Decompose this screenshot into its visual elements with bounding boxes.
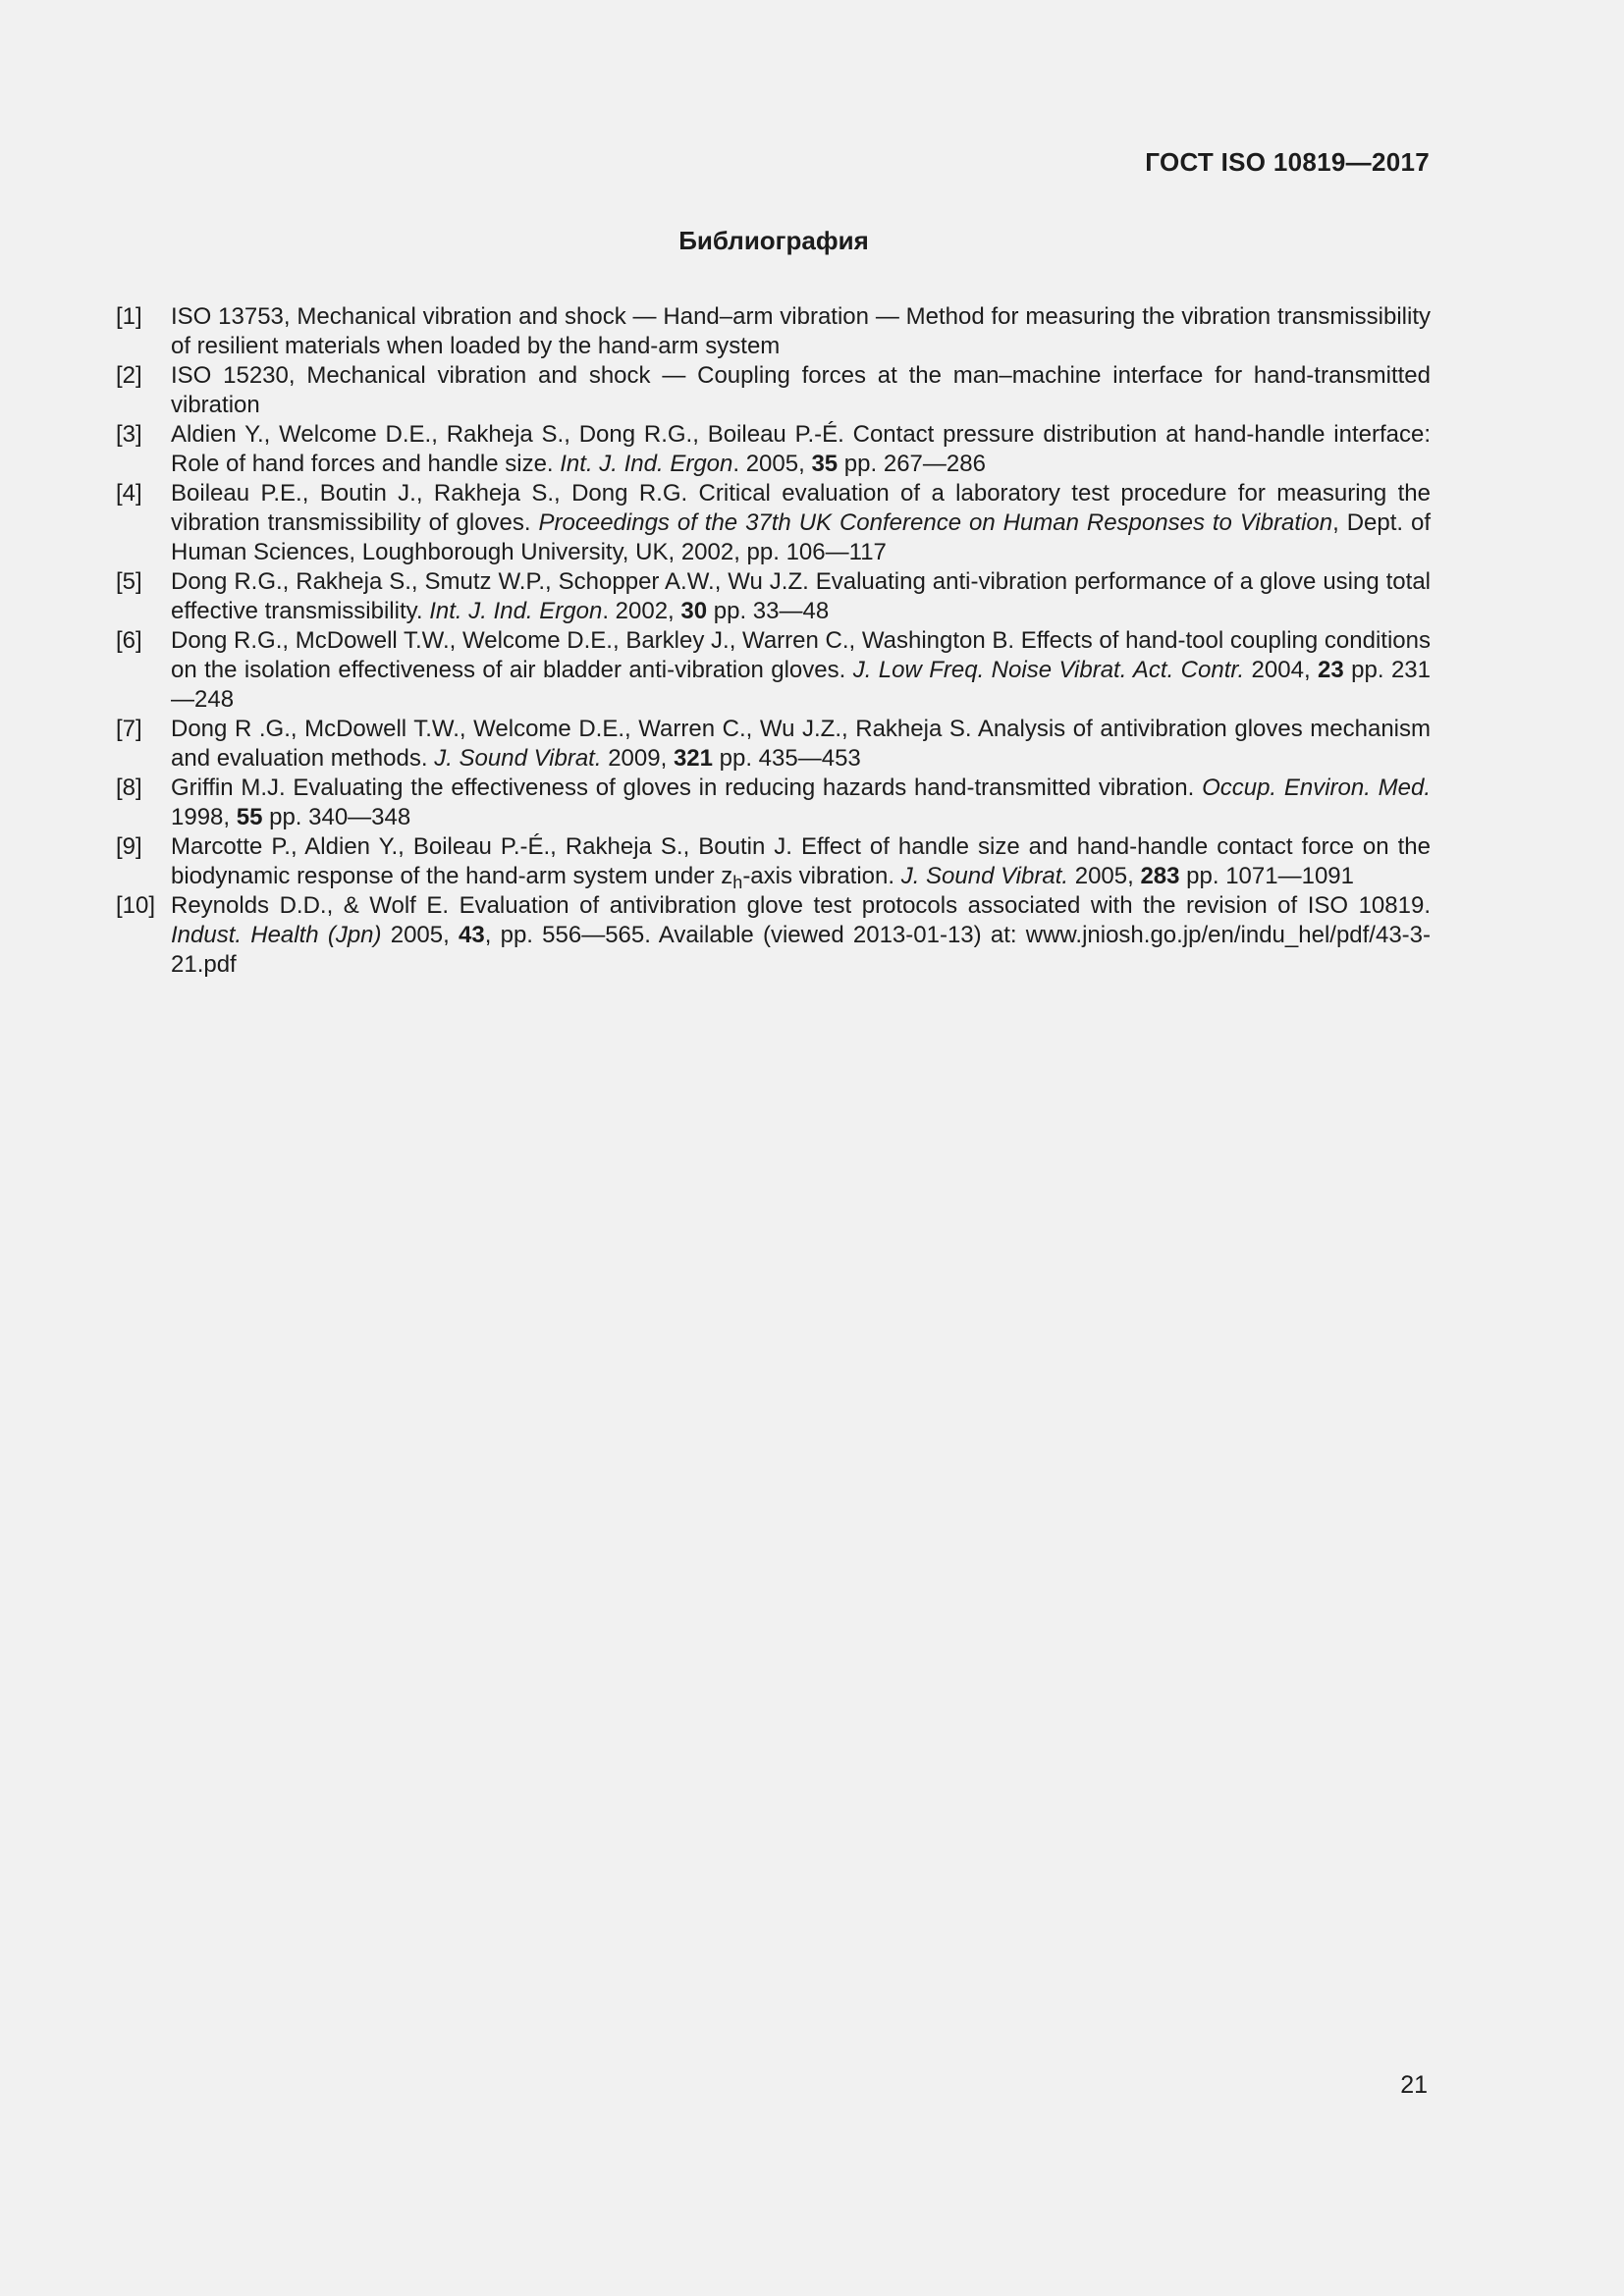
reference-text-segment: Aldien Y., Welcome D.E., Rakheja S., Dong R.G., Boileau P.-É. Contact pressure distribution at hand-handle interface: Role of hand forces and handle size.	[171, 421, 1431, 477]
reference-item	[116, 891, 1431, 980]
reference-text	[171, 832, 1431, 891]
reference-number: [1]	[116, 303, 142, 330]
reference-number: [5]	[116, 568, 142, 595]
reference-text-segment: pp. 231—248	[171, 657, 1431, 713]
reference-item	[116, 302, 1431, 361]
reference-text-segment: -axis vibration.	[742, 863, 901, 889]
reference-text-segment: . 2002,	[602, 598, 681, 624]
reference-text-segment: 2009,	[601, 745, 674, 772]
reference-number: [2]	[116, 362, 142, 389]
reference-text-segment: , Dept. of Human Sciences, Loughborough University, UK, 2002, pp. 106—117	[171, 509, 1432, 565]
reference-item	[116, 832, 1431, 891]
reference-text-segment: pp. 267—286	[838, 451, 986, 477]
reference-text-segment: . 2005,	[732, 451, 812, 477]
reference-volume: 55	[236, 804, 263, 830]
reference-source-title: J. Low Freq. Noise Vibrat. Act. Contr.	[852, 657, 1245, 683]
reference-text	[171, 302, 1431, 361]
reference-number: [9]	[116, 833, 142, 860]
reference-item	[116, 715, 1431, 774]
reference-text-segment: pp. 340—348	[262, 804, 411, 830]
reference-list	[116, 302, 1431, 980]
reference-text-segment: 2005,	[1068, 863, 1141, 889]
reference-text-segment: ISO 13753, Mechanical vibration and shock — Hand–arm vibration — Method for measuring the vibration transmissibility of resilient materials when loaded by the hand-arm system	[171, 303, 1431, 359]
reference-number: [3]	[116, 421, 142, 448]
bibliography-title: Библиография	[678, 226, 869, 255]
reference-item	[116, 567, 1431, 626]
reference-text	[171, 715, 1431, 774]
reference-text-segment: Dong R.G., McDowell T.W., Welcome D.E., Barkley J., Warren C., Washington B. Effects of hand-tool coupling conditions on the isolation effectiveness of air bladder anti-vibration gloves.	[171, 627, 1431, 683]
reference-item	[116, 774, 1431, 832]
reference-text-segment: Marcotte P., Aldien Y., Boileau P.-É., Rakheja S., Boutin J. Effect of handle size and hand-handle contact force on the biodynamic response of the hand-arm system under z	[171, 833, 1431, 889]
reference-text	[171, 420, 1431, 479]
reference-text-segment: pp. 1071—1091	[1179, 863, 1354, 889]
reference-text-segment: ISO 15230, Mechanical vibration and shock — Coupling forces at the man–machine interface for hand-transmitted vibration	[171, 362, 1431, 418]
reference-source-title: Occup. Environ. Med.	[1202, 774, 1432, 801]
reference-text	[171, 361, 1431, 420]
reference-text	[171, 891, 1431, 980]
reference-volume: 30	[680, 598, 708, 624]
reference-text	[171, 774, 1431, 832]
reference-source-title: J. Sound Vibrat.	[434, 745, 602, 772]
page-number: 21	[1400, 2071, 1428, 2099]
reference-item	[116, 420, 1431, 479]
reference-text-segment: pp. 33—48	[707, 598, 830, 624]
reference-text-segment: Boileau P.E., Boutin J., Rakheja S., Dong R.G. Critical evaluation of a laboratory test procedure for measuring the vibration transmissibility of gloves.	[171, 480, 1431, 536]
reference-text-segment: Griffin M.J. Evaluating the effectiveness of gloves in reducing hazards hand-transmitted vibration.	[171, 774, 1203, 801]
reference-text-segment: Reynolds D.D., & Wolf E. Evaluation of antivibration glove test protocols associated with the revision of ISO 10819.	[171, 892, 1431, 919]
reference-text-segment: pp. 435—453	[712, 745, 861, 772]
document-code: ГОСТ ISO 10819—2017	[1145, 147, 1430, 177]
reference-source-title: Proceedings of the 37th UK Conference on Human Responses to Vibration	[538, 509, 1333, 536]
reference-volume: 321	[673, 745, 713, 772]
reference-text-segment: , pp. 556—565. Available (viewed 2013-01-13) at: www.jniosh.go.jp/en/indu_hel/pdf/43-3-21.pdf	[171, 922, 1432, 978]
reference-text-segment: 2004,	[1244, 657, 1319, 683]
reference-volume: 43	[459, 922, 485, 948]
reference-source-title: Int. J. Ind. Ergon	[560, 451, 733, 477]
reference-number: [8]	[116, 774, 142, 801]
reference-text	[171, 626, 1431, 715]
reference-text-segment: Dong R .G., McDowell T.W., Welcome D.E., Warren C., Wu J.Z., Rakheja S. Analysis of antivibration gloves mechanism and evaluation methods.	[171, 716, 1431, 772]
reference-text-segment: Dong R.G., Rakheja S., Smutz W.P., Schopper A.W., Wu J.Z. Evaluating anti-vibration performance of a glove using total effective transmissibility.	[171, 568, 1431, 624]
reference-source-title: Indust. Health (Jpn)	[171, 922, 382, 948]
reference-item	[116, 361, 1431, 420]
reference-volume: 283	[1140, 863, 1180, 889]
reference-volume: 35	[811, 451, 839, 477]
reference-subscript: h	[732, 873, 743, 892]
reference-item	[116, 626, 1431, 715]
reference-text-segment: 1998,	[171, 804, 237, 830]
reference-number: [6]	[116, 627, 142, 654]
reference-source-title: J. Sound Vibrat.	[900, 863, 1069, 889]
reference-number: [10]	[116, 892, 156, 919]
reference-number: [7]	[116, 716, 142, 742]
reference-number: [4]	[116, 480, 142, 507]
reference-source-title: Int. J. Ind. Ergon	[429, 598, 603, 624]
reference-text-segment: 2005,	[381, 922, 460, 948]
reference-volume: 23	[1318, 657, 1344, 683]
reference-text	[171, 479, 1431, 567]
reference-text	[171, 567, 1431, 626]
reference-item	[116, 479, 1431, 567]
